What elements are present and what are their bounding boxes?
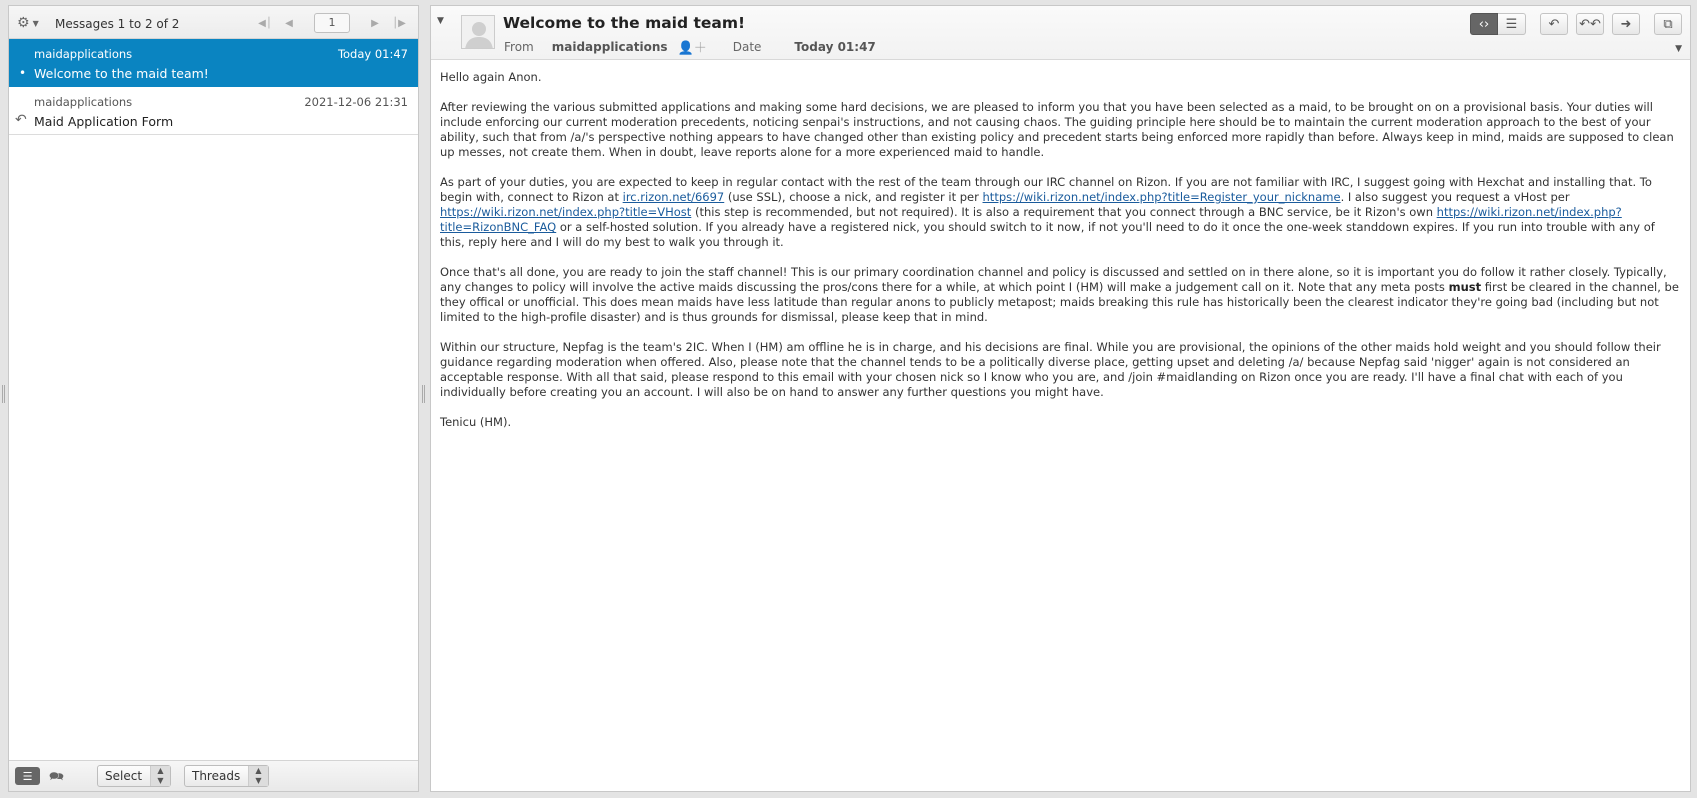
last-page-icon[interactable]: │▶ [392,17,406,29]
paragraph-2 [440,175,1681,250]
plain-text-button[interactable] [1498,13,1526,35]
html-view-icon: ‹› [1478,16,1490,32]
paragraph-3 [440,265,1681,325]
message-header [431,6,1690,60]
message-title: Welcome to the maid team! [503,14,746,32]
text-span: Once that's all done, you are ready to join the staff channel! This is our primary coordination channel and policy is discussed and settled on in there alone, so it is important you do follow it rather closely. Typically, any changes to policy will involve the active maids discussing the pros/cons there for a while, at which point I (HM) will make a judgement call on it. Note that any meta posts [440,265,1667,294]
select-label: Select [105,769,143,783]
prev-page-icon[interactable]: ◀ [285,17,293,29]
replied-icon: ↶ [15,112,27,128]
bnc-faq-link[interactable]: https://wiki.rizon.net/index.php?title=RizonBNC_FAQ [440,205,1622,234]
person-silhouette-icon [462,16,495,49]
paragraph-4: Within our structure, Nepfag is the team's 2IC. When I (HM) am offline he is in charge, and his decisions are final. While you are provisional, the opinions of the other maids hold weight and you should follow their guidance regarding moderation when offered. Also, please note that the channel tends to be a politically diverse place, getting upset and deleting /a/ because Nepfag said 'nigger' again is not considered an acceptable response. With all that said, please respond to this email with your chosen nick so I know who you are, and /join #maidlanding on Rizon once you are ready. I'll have a final chat with each of you individually before creating you an account. I will also be on hand to answer any further questions you might have. [440,340,1661,399]
message-view-pane [430,5,1691,792]
forward-button[interactable] [1612,13,1640,35]
gear-icon: ⚙ [17,15,30,31]
avatar [461,15,495,49]
html-view-button[interactable] [1470,13,1498,35]
unread-dot-icon: • [19,66,27,80]
collapse-header-icon[interactable]: ▼ [437,16,444,26]
text-span: or a self-hosted solution. If you already have a registered nick, you should switch to it now, if not you'll need to do it once the one-week standdown expires. If you run into trouble with any of this, reply here and I will do my best to walk you through it. [440,220,1655,249]
message-actions [1470,13,1682,35]
list-item[interactable] [9,87,418,135]
message-sender: maidapplications [34,47,133,61]
message-date: 2021-12-06 21:31 [304,95,408,109]
select-dropdown[interactable] [97,765,171,787]
threads-label: Threads [192,769,241,783]
list-view-button[interactable] [15,767,40,785]
signature: Tenicu (HM). [440,415,512,429]
reply-button[interactable] [1540,13,1568,35]
page-number-input[interactable]: 1 [314,13,350,33]
left-resize-handle[interactable] [2,385,5,403]
sender-name[interactable]: maidapplications [551,39,668,54]
next-page-icon[interactable]: ▶ [371,17,379,29]
register-nick-link[interactable]: https://wiki.rizon.net/index.php?title=Register_your_nickname [982,190,1341,204]
list-icon: ☰ [22,769,33,783]
threads-icon[interactable]: 🗪 [49,769,64,783]
pagination [254,13,410,33]
message-subject: Maid Application Form [34,114,174,129]
message-list-pane [8,5,419,792]
message-body [431,60,1690,430]
vhost-link[interactable]: https://wiki.rizon.net/index.php?title=VHost [440,205,692,219]
text-span: . I also suggest you request a vHost per [1340,190,1570,204]
list-options-menu[interactable] [17,15,43,31]
pane-resize-handle[interactable] [422,385,425,403]
plain-text-icon: ☰ [1505,16,1518,32]
date-label: Date [732,39,762,54]
more-actions-icon[interactable]: ▼ [1675,44,1682,54]
greeting: Hello again Anon. [440,70,542,84]
reply-all-icon: ↶↶ [1579,16,1601,32]
paragraph-1: After reviewing the various submitted applications and making some hard decisions, we are pleased to inform you that you have been selected as a maid, to be brought on on a provisional basis. Your duties will include enforcing our current moderation precedents, noticing senpai's instructions, and not causing chaos. The guiding principle here should be to maintain the current moderation approach to the best of your ability, such that from /a/'s perspective nothing appears to have changed other than existing policy and precedent starts being enforced more rapidly than before. Always keep in mind, maids are supposed to clean up messes, not create them. When in doubt, leave reports alone for a more experienced maid to handle. [440,100,1674,159]
threads-dropdown[interactable] [184,765,269,787]
bold-text: must [1448,280,1482,294]
list-toolbar [9,6,418,39]
add-contact-icon[interactable]: 👤＋ [677,41,707,56]
irc-link[interactable]: irc.rizon.net/6697 [622,190,725,204]
updown-icon: ▲ ▼ [248,766,268,786]
first-page-icon[interactable]: ◀│ [258,17,272,29]
list-item[interactable] [9,39,418,87]
text-span: (use SSL), choose a nick, and register it per [724,190,983,204]
message-count: Messages 1 to 2 of 2 [55,17,180,31]
text-span: As part of your duties, you are expected to keep in regular contact with the rest of the team through our IRC channel on Rizon. If you are not familiar with IRC, I suggest going with Hexchat and installing that. To begin with, connect to Rizon at [440,175,1652,204]
message-meta [504,37,876,56]
list-footer [9,760,418,791]
forward-icon: ➜ [1620,16,1632,32]
reply-icon: ↶ [1548,16,1560,32]
message-date-value: Today 01:47 [794,39,876,54]
message-subject: Welcome to the maid team! [34,66,209,81]
reply-all-button[interactable] [1576,13,1604,35]
updown-icon: ▲ ▼ [150,766,170,786]
text-span: (this step is recommended, but not required). It is also a requirement that you connect through a BNC service, be it Rizon's own [691,205,1437,219]
message-list [9,39,418,135]
from-label: From [504,39,534,54]
message-sender: maidapplications [34,95,133,109]
caret-down-icon: ▼ [32,18,39,28]
text-span: first be cleared in the channel, be they offical or unofficial. This does mean maids have less latitude than regular anons to publicly metapost; maids breaking this rule has historically been the clearest indicator they're going bad (including but not limited to the high-profile disaster) and is thus grounds for dismissal, please keep that in mind. [440,280,1679,324]
message-date: Today 01:47 [337,47,408,61]
open-window-button[interactable] [1654,13,1682,35]
open-window-icon: ⧉ [1663,16,1673,32]
